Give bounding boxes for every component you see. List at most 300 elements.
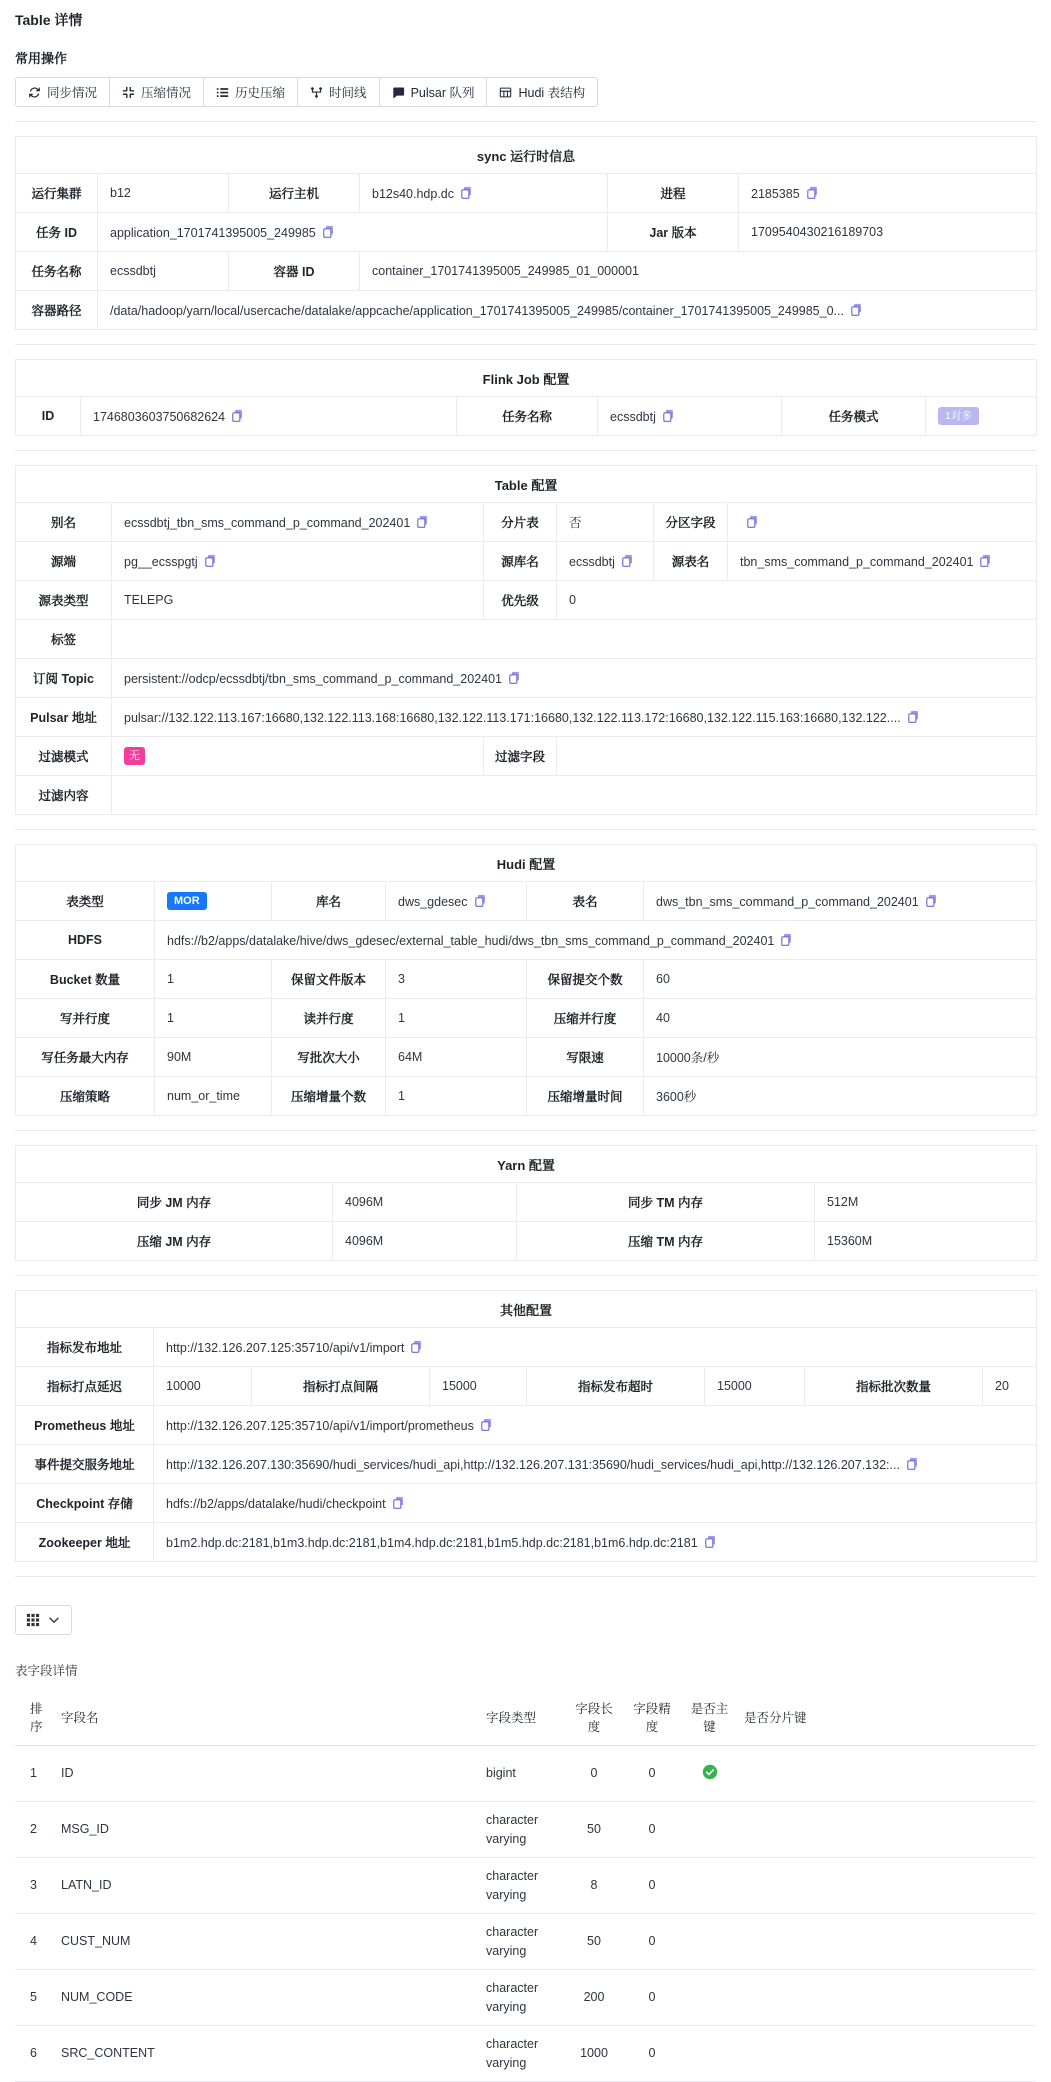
- field-value: [155, 882, 272, 921]
- field-label: 库名: [272, 882, 386, 921]
- table-row: [16, 1523, 1037, 1562]
- value-text: http://132.126.207.130:35690/hudi_services/hudi_api,http://132.126.207.131:35690/hudi_services/hudi_api,http://132.126.207.132:...: [166, 1457, 900, 1472]
- section-divider: [15, 829, 1036, 830]
- status-badge: 无: [124, 747, 145, 766]
- field-label: Prometheus 地址: [16, 1406, 154, 1445]
- field-label: 读并行度: [272, 999, 386, 1038]
- copy-icon[interactable]: [474, 894, 487, 908]
- field-value: [926, 397, 1037, 436]
- column-header-length: 字段长度: [565, 1689, 623, 1746]
- table-row: [16, 620, 1037, 659]
- field-label: 别名: [16, 503, 112, 542]
- config-sections: [15, 121, 1036, 1577]
- table-title-row: [16, 1291, 1037, 1328]
- value-text: 1709540430216189703: [751, 225, 884, 239]
- table-row: [16, 1328, 1037, 1367]
- field-value: [386, 1077, 527, 1116]
- op-button-label: 历史压缩: [235, 86, 286, 100]
- field-label: 优先级: [484, 581, 557, 620]
- field-cell-seq: 2: [15, 1802, 55, 1858]
- table-row: [16, 960, 1037, 999]
- value-text: num_or_time: [167, 1089, 240, 1103]
- copy-icon[interactable]: [704, 1535, 717, 1549]
- table-row: [16, 921, 1037, 960]
- field-label: 任务名称: [457, 397, 598, 436]
- field-cell-precision: 0: [623, 1970, 681, 2026]
- op-button-4[interactable]: [297, 77, 380, 107]
- field-cell-seq: 4: [15, 1914, 55, 1970]
- field-value: [983, 1367, 1037, 1406]
- value-text: ecssdbtj: [569, 554, 615, 569]
- field-value: [112, 620, 1037, 659]
- field-value: [815, 1222, 1037, 1261]
- fields-table: [15, 1689, 1036, 2082]
- value-text: 3: [398, 972, 405, 986]
- table-row: [16, 659, 1037, 698]
- field-value: [154, 1328, 1037, 1367]
- field-value: [155, 960, 272, 999]
- column-header-seq: 排序: [15, 1689, 55, 1746]
- field-cell-shard: [738, 1858, 1036, 1914]
- table-row: [16, 698, 1037, 737]
- section-divider: [15, 344, 1036, 345]
- field-cell-length: 50: [565, 1802, 623, 1858]
- field-cell-pk: [681, 1746, 738, 1802]
- field-value: [154, 1406, 1037, 1445]
- field-cell-name: NUM_CODE: [55, 1970, 480, 2026]
- value-text: 64M: [398, 1050, 423, 1064]
- table-row: [16, 1406, 1037, 1445]
- value-text: hdfs://b2/apps/datalake/hudi/checkpoint: [166, 1496, 386, 1511]
- value-text: 1: [167, 1011, 174, 1025]
- value-text: pulsar://132.122.113.167:16680,132.122.113.168:16680,132.122.113.171:16680,132.122.113.172:16680,132.122.115.163:16680,132.122....: [124, 710, 901, 725]
- copy-icon[interactable]: [906, 1457, 919, 1471]
- field-cell-pk: [681, 1914, 738, 1970]
- table-row: [15, 2026, 1036, 2082]
- copy-icon[interactable]: [621, 554, 634, 568]
- field-label: 保留文件版本: [272, 960, 386, 999]
- copy-icon[interactable]: [907, 710, 920, 724]
- compress-icon: [122, 86, 135, 99]
- value-text: 1: [398, 1011, 405, 1025]
- field-value: [98, 291, 1037, 330]
- field-cell-precision: 0: [623, 1858, 681, 1914]
- field-label: 源表类型: [16, 581, 112, 620]
- field-cell-type: character varying: [480, 1970, 565, 2026]
- field-label: Bucket 数量: [16, 960, 155, 999]
- value-text: dws_gdesec: [398, 894, 468, 909]
- field-value: [155, 1038, 272, 1077]
- field-cell-name: CUST_NUM: [55, 1914, 480, 1970]
- status-badge: MOR: [167, 892, 207, 911]
- field-label: 保留提交个数: [527, 960, 644, 999]
- field-value: [728, 542, 1037, 581]
- op-button-label: Pulsar 队列: [410, 86, 475, 100]
- field-label: 压缩策略: [16, 1077, 155, 1116]
- field-cell-length: 1000: [565, 2026, 623, 2082]
- field-cell-shard: [738, 1802, 1036, 1858]
- op-button-1[interactable]: [15, 77, 110, 107]
- table-icon: [499, 86, 512, 99]
- table-row: [16, 397, 1037, 436]
- field-value: [557, 581, 1037, 620]
- value-text: container_1701741395005_249985_01_000001: [372, 264, 639, 278]
- table-title: Yarn 配置: [16, 1146, 1037, 1183]
- table-row: [16, 581, 1037, 620]
- value-text: ecssdbtj: [610, 409, 656, 424]
- field-value: [430, 1367, 527, 1406]
- copy-icon[interactable]: [410, 1340, 423, 1354]
- field-cell-precision: 0: [623, 1802, 681, 1858]
- copy-icon[interactable]: [231, 409, 244, 423]
- field-value: [386, 1038, 527, 1077]
- value-text: 15000: [442, 1379, 477, 1393]
- field-cell-name: LATN_ID: [55, 1858, 480, 1914]
- table-row: [16, 252, 1037, 291]
- field-value: [557, 542, 654, 581]
- section-divider: [15, 1275, 1036, 1276]
- field-value: [557, 503, 654, 542]
- field-cell-length: 50: [565, 1914, 623, 1970]
- field-label: 源表名: [654, 542, 728, 581]
- field-label: 同步 JM 内存: [16, 1183, 333, 1222]
- history-list-icon: [216, 86, 229, 99]
- value-text: tbn_sms_command_p_command_202401: [740, 554, 974, 569]
- table-row: [15, 1914, 1036, 1970]
- field-label: 订阅 Topic: [16, 659, 112, 698]
- field-label: ID: [16, 397, 81, 436]
- field-value: [112, 581, 484, 620]
- value-text: b12: [110, 186, 131, 200]
- table-row: [16, 174, 1037, 213]
- field-label: Zookeeper 地址: [16, 1523, 154, 1562]
- field-label: 指标发布地址: [16, 1328, 154, 1367]
- value-text: application_1701741395005_249985: [110, 225, 316, 240]
- field-cell-type: character varying: [480, 1914, 565, 1970]
- field-label: 运行主机: [229, 174, 360, 213]
- field-label: 源端: [16, 542, 112, 581]
- common-operations-title: 常用操作: [15, 51, 68, 66]
- field-cell-type: character varying: [480, 2026, 565, 2082]
- field-cell-shard: [738, 1914, 1036, 1970]
- op-button-2[interactable]: [109, 77, 204, 107]
- value-text: /data/hadoop/yarn/local/usercache/datalake/appcache/application_1701741395005_249985/container_1701741395005_249985_0...: [110, 303, 844, 318]
- table-title: Table 配置: [16, 466, 1037, 503]
- field-value: [644, 999, 1037, 1038]
- column-header-pk: 是否主键: [681, 1689, 738, 1746]
- field-label: 压缩并行度: [527, 999, 644, 1038]
- table-row: [16, 776, 1037, 815]
- field-label: 表类型: [16, 882, 155, 921]
- field-value: [98, 174, 229, 213]
- field-cell-shard: [738, 1970, 1036, 2026]
- field-label: 分片表: [484, 503, 557, 542]
- value-text: 10000条/秒: [656, 1051, 720, 1065]
- field-label: 任务模式: [782, 397, 926, 436]
- value-text: 4096M: [345, 1195, 384, 1209]
- page-title: Table 详情: [15, 12, 83, 28]
- field-label: 指标打点间隔: [252, 1367, 430, 1406]
- field-value: [154, 1484, 1037, 1523]
- copy-icon[interactable]: [806, 186, 819, 200]
- field-value: [81, 397, 457, 436]
- field-label: 表名: [527, 882, 644, 921]
- column-header-type: 字段类型: [480, 1689, 565, 1746]
- field-label: 同步 TM 内存: [517, 1183, 815, 1222]
- field-label: 过滤字段: [484, 737, 557, 776]
- field-value: [386, 999, 527, 1038]
- table-row: [16, 882, 1037, 921]
- copy-icon[interactable]: [508, 671, 521, 685]
- copy-icon[interactable]: [460, 186, 473, 200]
- field-cell-pk: [681, 1802, 738, 1858]
- timeline-icon: [310, 86, 323, 99]
- table-row: [16, 503, 1037, 542]
- field-value: [386, 960, 527, 999]
- section-divider: [15, 1576, 1036, 1577]
- field-value: [154, 1367, 252, 1406]
- value-text: 2185385: [751, 186, 800, 201]
- status-badge: 1对多: [938, 407, 979, 425]
- field-cell-shard: [738, 1746, 1036, 1802]
- operations-toolbar: [15, 77, 1036, 107]
- field-value: [154, 1445, 1037, 1484]
- field-cell-precision: 0: [623, 1914, 681, 1970]
- value-text: 15000: [717, 1379, 752, 1393]
- field-value: [112, 776, 1037, 815]
- fields-header-row: [15, 1689, 1036, 1746]
- value-text: 60: [656, 972, 670, 986]
- field-cell-length: 8: [565, 1858, 623, 1914]
- table-row: [16, 737, 1037, 776]
- field-value: [112, 542, 484, 581]
- copy-icon[interactable]: [780, 933, 793, 947]
- table-row: [16, 1484, 1037, 1523]
- field-cell-precision: 0: [623, 1746, 681, 1802]
- value-text: http://132.126.207.125:35710/api/v1/import/prometheus: [166, 1418, 474, 1433]
- field-label: 写批次大小: [272, 1038, 386, 1077]
- field-value: [644, 960, 1037, 999]
- field-value: [360, 174, 608, 213]
- section-divider: [15, 121, 1036, 122]
- field-label: 写任务最大内存: [16, 1038, 155, 1077]
- table-row: [16, 542, 1037, 581]
- column-header-precision: 字段精度: [623, 1689, 681, 1746]
- table-title-row: [16, 137, 1037, 174]
- field-label: 任务 ID: [16, 213, 98, 252]
- value-text: 20: [995, 1379, 1009, 1393]
- field-label: 事件提交服务地址: [16, 1445, 154, 1484]
- field-label: 过滤模式: [16, 737, 112, 776]
- field-value: [333, 1183, 517, 1222]
- table-row: [16, 1222, 1037, 1261]
- config-table-other-config: [15, 1290, 1037, 1562]
- table-title: Flink Job 配置: [16, 360, 1037, 397]
- value-text: http://132.126.207.125:35710/api/v1/import: [166, 1340, 405, 1355]
- copy-icon[interactable]: [480, 1418, 493, 1432]
- field-value: [98, 213, 608, 252]
- value-text: persistent://odcp/ecssdbtj/tbn_sms_command_p_command_202401: [124, 671, 502, 686]
- field-label: 运行集群: [16, 174, 98, 213]
- value-text: 3600秒: [656, 1090, 697, 1104]
- value-text: 否: [569, 516, 582, 530]
- field-value: [728, 503, 1037, 542]
- value-text: 15360M: [827, 1234, 873, 1248]
- field-value: [739, 213, 1037, 252]
- op-button-label: Hudi 表结构: [518, 86, 586, 100]
- value-text: 1: [398, 1089, 405, 1103]
- chevron-down-icon: [47, 1613, 61, 1627]
- op-button-5[interactable]: [379, 77, 488, 107]
- table-row: [16, 1077, 1037, 1116]
- field-cell-name: MSG_ID: [55, 1802, 480, 1858]
- table-title-row: [16, 360, 1037, 397]
- value-text: 1746803603750682624: [93, 409, 226, 424]
- config-table-yarn-config: [15, 1145, 1037, 1261]
- copy-icon[interactable]: [416, 515, 429, 529]
- value-text: dws_tbn_sms_command_p_command_202401: [656, 894, 919, 909]
- field-label: 写限速: [527, 1038, 644, 1077]
- fields-table-title: 表字段详情: [15, 1664, 78, 1678]
- op-button-3[interactable]: [203, 77, 298, 107]
- config-table-table-config: [15, 465, 1037, 815]
- config-table-flink-job: [15, 359, 1037, 436]
- value-text: 0: [569, 593, 576, 607]
- table-row: [16, 1183, 1037, 1222]
- field-cell-seq: 3: [15, 1858, 55, 1914]
- table-row: [15, 1858, 1036, 1914]
- field-label: 容器路径: [16, 291, 98, 330]
- chat-icon: [392, 86, 405, 99]
- field-label: Jar 版本: [608, 213, 739, 252]
- section-divider: [15, 1130, 1036, 1131]
- value-text: b12s40.hdp.dc: [372, 186, 455, 201]
- field-cell-type: character varying: [480, 1802, 565, 1858]
- column-header-name: 字段名: [55, 1689, 480, 1746]
- field-cell-name: ID: [55, 1746, 480, 1802]
- field-value: [644, 1077, 1037, 1116]
- table-row: [16, 1367, 1037, 1406]
- table-row: [16, 291, 1037, 330]
- field-label: 指标批次数量: [805, 1367, 983, 1406]
- table-title-row: [16, 466, 1037, 503]
- copy-icon[interactable]: [662, 409, 675, 423]
- value-text: 90M: [167, 1050, 192, 1064]
- field-value: [739, 174, 1037, 213]
- copy-icon[interactable]: [979, 554, 992, 568]
- field-cell-pk: [681, 1858, 738, 1914]
- table-row: [16, 999, 1037, 1038]
- table-row: [16, 213, 1037, 252]
- op-button-6[interactable]: [486, 77, 598, 107]
- field-cell-precision: 0: [623, 2026, 681, 2082]
- field-cell-type: character varying: [480, 1858, 565, 1914]
- field-value: [644, 1038, 1037, 1077]
- field-cell-type: bigint: [480, 1746, 565, 1802]
- field-value: [557, 737, 1037, 776]
- field-label: 压缩 JM 内存: [16, 1222, 333, 1261]
- value-text: TELEPG: [124, 593, 174, 607]
- value-text: 40: [656, 1011, 670, 1025]
- copy-icon[interactable]: [392, 1496, 405, 1510]
- field-label: Checkpoint 存储: [16, 1484, 154, 1523]
- field-value: [815, 1183, 1037, 1222]
- copy-icon[interactable]: [322, 225, 335, 239]
- section-divider: [15, 450, 1036, 451]
- field-label: 标签: [16, 620, 112, 659]
- copy-icon[interactable]: [850, 303, 863, 317]
- field-value: [155, 1077, 272, 1116]
- value-text: hdfs://b2/apps/datalake/hive/dws_gdesec/external_table_hudi/dws_tbn_sms_command_p_command_202401: [167, 933, 775, 948]
- field-label: 写并行度: [16, 999, 155, 1038]
- copy-icon[interactable]: [746, 515, 759, 529]
- field-value: [155, 921, 1037, 960]
- op-button-label: 时间线: [329, 86, 367, 100]
- field-label: 压缩增量个数: [272, 1077, 386, 1116]
- config-table-hudi-config: [15, 844, 1037, 1116]
- field-value: [705, 1367, 805, 1406]
- table-row: [15, 1970, 1036, 2026]
- field-label: 指标打点延迟: [16, 1367, 154, 1406]
- field-value: [155, 999, 272, 1038]
- table-title-row: [16, 1146, 1037, 1183]
- op-button-label: 压缩情况: [141, 86, 192, 100]
- value-text: pg__ecsspgtj: [124, 554, 198, 569]
- field-value: [333, 1222, 517, 1261]
- value-text: 512M: [827, 1195, 859, 1209]
- copy-icon[interactable]: [204, 554, 217, 568]
- field-label: Pulsar 地址: [16, 698, 112, 737]
- check-circle-icon: [702, 1764, 718, 1780]
- field-label: 源库名: [484, 542, 557, 581]
- field-label: 指标发布超时: [527, 1367, 705, 1406]
- field-cell-name: SRC_CONTENT: [55, 2026, 480, 2082]
- field-value: [598, 397, 782, 436]
- copy-icon[interactable]: [925, 894, 938, 908]
- field-label: 过滤内容: [16, 776, 112, 815]
- field-value: [644, 882, 1037, 921]
- field-label: HDFS: [16, 921, 155, 960]
- field-label: 进程: [608, 174, 739, 213]
- field-cell-pk: [681, 1970, 738, 2026]
- value-text: ecssdbtj_tbn_sms_command_p_command_202401: [124, 515, 411, 530]
- field-label: 压缩增量时间: [527, 1077, 644, 1116]
- table-title: Hudi 配置: [16, 845, 1037, 882]
- column-settings-button[interactable]: [15, 1605, 72, 1635]
- field-value: [154, 1523, 1037, 1562]
- value-text: b1m2.hdp.dc:2181,b1m3.hdp.dc:2181,b1m4.hdp.dc:2181,b1m5.hdp.dc:2181,b1m6.hdp.dc:2181: [166, 1535, 698, 1550]
- field-value: [112, 698, 1037, 737]
- table-row: [15, 1746, 1036, 1802]
- config-table-sync-runtime: [15, 136, 1037, 330]
- field-label: 分区字段: [654, 503, 728, 542]
- value-text: ecssdbtj: [110, 264, 156, 278]
- field-value: [112, 659, 1037, 698]
- field-label: 任务名称: [16, 252, 98, 291]
- table-title: 其他配置: [16, 1291, 1037, 1328]
- value-text: 10000: [166, 1379, 201, 1393]
- value-text: 4096M: [345, 1234, 384, 1248]
- field-cell-seq: 1: [15, 1746, 55, 1802]
- table-row: [15, 1802, 1036, 1858]
- value-text: 1: [167, 972, 174, 986]
- table-row: [16, 1038, 1037, 1077]
- sync-icon: [28, 86, 41, 99]
- table-row: [16, 1445, 1037, 1484]
- field-cell-shard: [738, 2026, 1036, 2082]
- field-value: [98, 252, 229, 291]
- field-cell-pk: [681, 2026, 738, 2082]
